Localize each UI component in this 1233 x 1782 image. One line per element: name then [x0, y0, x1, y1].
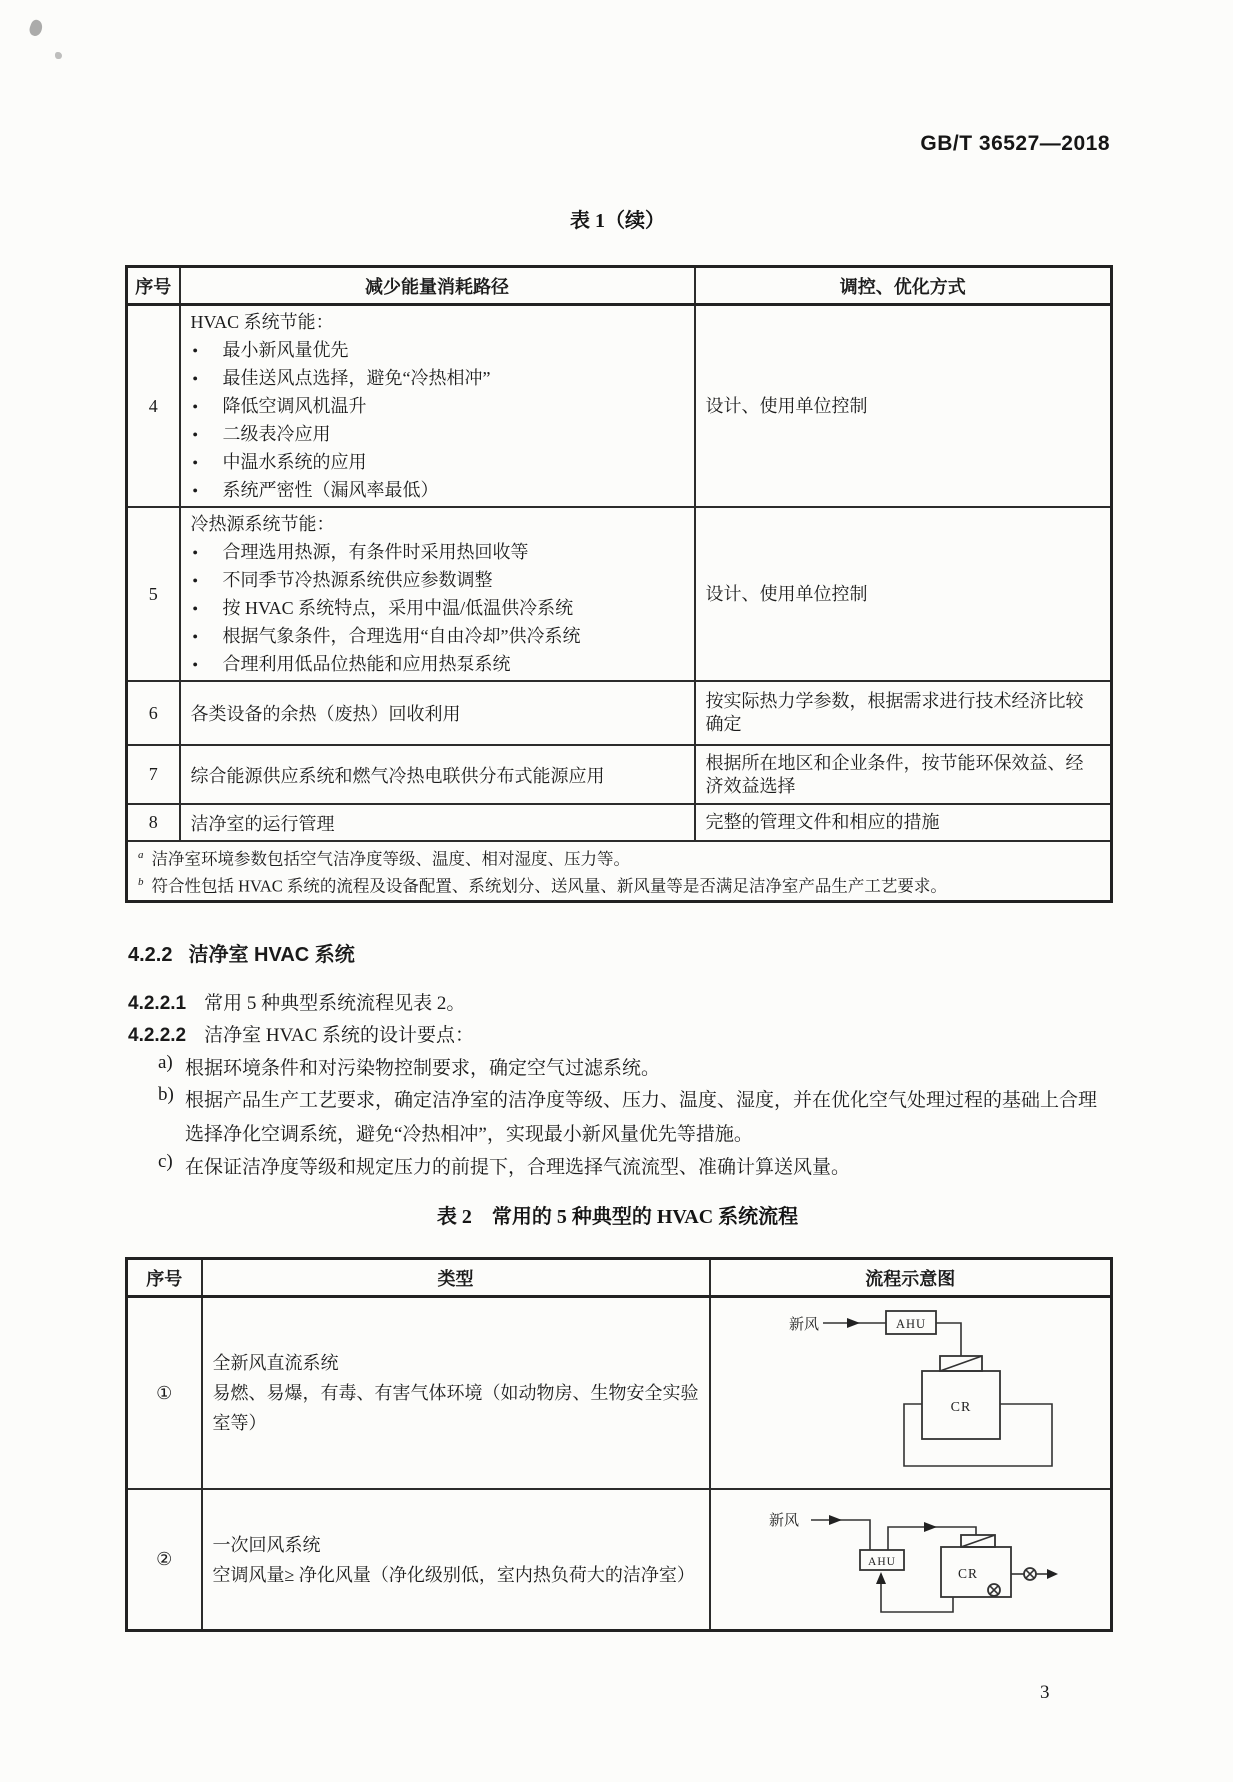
bullet-item — [191, 392, 684, 420]
footnote-marker: b — [138, 875, 144, 888]
table2-header-row — [127, 1259, 1112, 1297]
clause-number: 4.2.2.1 — [128, 993, 187, 1014]
footnote — [138, 871, 1100, 898]
footnote-marker: a — [138, 849, 144, 862]
table1-footnote-row — [127, 841, 1112, 901]
row-number-cell: 6 — [127, 681, 180, 745]
flow-arrow — [876, 1572, 886, 1584]
bullet-item — [191, 622, 684, 650]
footnote-text: 符合性包括 HVAC 系统的流程及设备配置、系统划分、送风量、新风量等是否满足洁净室产品生产工艺要求。 — [151, 876, 947, 896]
table-row — [127, 507, 1112, 681]
clause-number: 4.2.2 — [128, 944, 173, 966]
table2-col-diagram: 流程示意图 — [710, 1259, 1112, 1297]
flow-arrow — [847, 1318, 860, 1328]
type-desc: 空调风量≥ 净化风量（净化级别低，室内热负荷大的洁净室） — [212, 1564, 695, 1585]
bullet-item — [191, 448, 684, 476]
table-row — [127, 804, 1112, 841]
duct-line — [936, 1323, 961, 1356]
bullet-text: ● 最佳送风点选择，避免“冷热相冲” — [222, 368, 491, 388]
control-cell: 设计、使用单位控制 — [695, 305, 1112, 508]
table-row — [127, 1489, 1112, 1631]
table1-col-no: 序号 — [127, 267, 180, 305]
path-title: HVAC 系统节能： — [190, 312, 334, 332]
diagram-cell — [710, 1297, 1112, 1490]
flow-arrow — [1047, 1569, 1058, 1579]
clause-title: 洁净室 HVAC 系统 — [188, 944, 355, 966]
bullet-item — [191, 650, 684, 678]
type-cell — [202, 1297, 710, 1490]
filter-diagonal — [940, 1356, 982, 1371]
table2-col-type: 类型 — [202, 1259, 710, 1297]
clause-text: 洁净室 HVAC 系统的设计要点： — [204, 1025, 474, 1046]
cr-label: CR — [950, 1400, 971, 1415]
path-title: 冷热源系统节能： — [190, 514, 335, 534]
clause-4-2-2-1 — [128, 988, 1113, 1015]
clause-text: 常用 5 种典型系统流程见表 2。 — [204, 993, 466, 1014]
row-number-cell: ① — [127, 1297, 202, 1490]
exhaust-loop-line — [904, 1404, 1052, 1466]
bullet-text: ● 二级表冷应用 — [222, 424, 331, 444]
flow-arrow — [924, 1522, 937, 1532]
flow-arrow — [829, 1515, 842, 1525]
bullet-item — [191, 420, 684, 448]
type-cell — [202, 1489, 710, 1631]
fresh-air-label: 新风 — [768, 1513, 799, 1529]
type-title: 一次回风系统 — [212, 1534, 321, 1555]
row-number-cell: 7 — [127, 745, 180, 804]
list-text: 根据产品生产工艺要求，确定洁净室的洁净度等级、压力、温度、湿度，并在优化空气处理过程的基础上合理选择净化空调系统，避免“冷热相冲”，实现最小新风量优先等措施。 — [185, 1090, 1098, 1145]
type-title: 全新风直流系统 — [212, 1353, 339, 1373]
bullet-item — [191, 336, 684, 364]
path-cell: 洁净室的运行管理 — [180, 804, 695, 841]
bullet-text: ● 降低空调风机温升 — [222, 396, 367, 416]
clause-heading-4-2-2 — [128, 938, 1113, 967]
control-cell: 完整的管理文件和相应的措施 — [695, 804, 1112, 841]
bullet-text: ● 不同季节冷热源系统供应参数调整 — [222, 570, 493, 590]
ahu-label: AHU — [895, 1317, 926, 1331]
filter-diagonal — [961, 1535, 995, 1547]
scan-speck — [55, 52, 62, 59]
table-row — [127, 745, 1112, 804]
bullet-item — [191, 594, 684, 622]
list-marker: b) — [158, 1084, 174, 1105]
hvac-diagram-primary-return-air — [721, 1492, 1121, 1627]
clause-4-2-2-2 — [128, 1020, 1113, 1047]
list-text: 在保证洁净度等级和规定压力的前提下，合理选择气流流型、准确计算送风量。 — [185, 1157, 851, 1178]
bullet-item — [191, 566, 684, 594]
footnote — [138, 844, 1100, 871]
bullet-item — [191, 364, 684, 392]
list-marker: a) — [158, 1052, 173, 1073]
bullet-text: ● 合理利用低品位热能和应用热泵系统 — [222, 654, 511, 674]
hvac-diagram-full-fresh-air — [721, 1300, 1121, 1486]
bullet-text: ● 合理选用热源，有条件时采用热回收等 — [222, 542, 529, 562]
table1-header-row — [127, 267, 1112, 305]
fresh-air-line — [811, 1520, 870, 1550]
row-number-cell: 8 — [127, 804, 180, 841]
control-cell: 设计、使用单位控制 — [695, 507, 1112, 681]
table1-col-path: 减少能量消耗路径 — [180, 267, 695, 305]
list-marker: c) — [158, 1151, 173, 1172]
ahu-label: AHU — [867, 1556, 896, 1568]
table2-col-no: 序号 — [127, 1259, 202, 1297]
bullet-item — [191, 476, 684, 504]
clause-number: 4.2.2.2 — [128, 1025, 187, 1046]
bullet-text: ● 根据气象条件，合理选用“自由冷却”供冷系统 — [222, 626, 581, 646]
bullet-text: ● 按 HVAC 系统特点，采用中温/低温供冷系统 — [222, 598, 574, 618]
scan-speck — [28, 18, 45, 37]
fresh-air-label: 新风 — [788, 1317, 819, 1333]
list-item-b — [158, 1084, 1110, 1152]
table-row — [127, 1297, 1112, 1490]
bullet-text: ● 中温水系统的应用 — [222, 452, 367, 472]
list-item-c — [158, 1151, 1110, 1185]
list-text: 根据环境条件和对污染物控制要求，确定空气过滤系统。 — [185, 1058, 661, 1079]
cr-label: CR — [957, 1566, 978, 1581]
diagram-cell — [710, 1489, 1112, 1631]
path-cell — [180, 507, 695, 681]
table1-continued — [125, 265, 1113, 903]
path-cell: 各类设备的余热（废热）回收利用 — [180, 681, 695, 745]
row-number-cell: 5 — [127, 507, 180, 681]
page-number: 3 — [1040, 1682, 1050, 1703]
return-air-line — [881, 1574, 953, 1612]
table-row — [127, 681, 1112, 745]
bullet-text: ● 系统严密性（漏风率最低） — [222, 480, 439, 500]
control-cell: 根据所在地区和企业条件，按节能环保效益、经济效益选择 — [695, 745, 1112, 804]
type-desc: 易燃、易爆，有毒、有害气体环境（如动物房、生物安全实验室等） — [212, 1383, 699, 1433]
footnote-cell — [127, 841, 1112, 901]
row-number-cell: ② — [127, 1489, 202, 1631]
standard-number: GB/T 36527—2018 — [920, 132, 1110, 155]
control-cell: 按实际热力学参数，根据需求进行技术经济比较确定 — [695, 681, 1112, 745]
footnote-text: 洁净室环境参数包括空气洁净度等级、温度、相对湿度、压力等。 — [151, 849, 630, 869]
table1-title: 表 1（续） — [570, 210, 665, 232]
table-row — [127, 305, 1112, 508]
row-number-cell: 4 — [127, 305, 180, 508]
path-cell: 综合能源供应系统和燃气冷热电联供分布式能源应用 — [180, 745, 695, 804]
bullet-item — [191, 538, 684, 566]
table1-col-control: 调控、优化方式 — [695, 267, 1112, 305]
bullet-text: ● 最小新风量优先 — [222, 340, 349, 360]
path-cell — [180, 305, 695, 508]
table2-hvac-flows — [125, 1257, 1113, 1632]
list-item-a — [158, 1052, 1110, 1086]
table2-title: 表 2 常用的 5 种典型的 HVAC 系统流程 — [436, 1206, 799, 1228]
